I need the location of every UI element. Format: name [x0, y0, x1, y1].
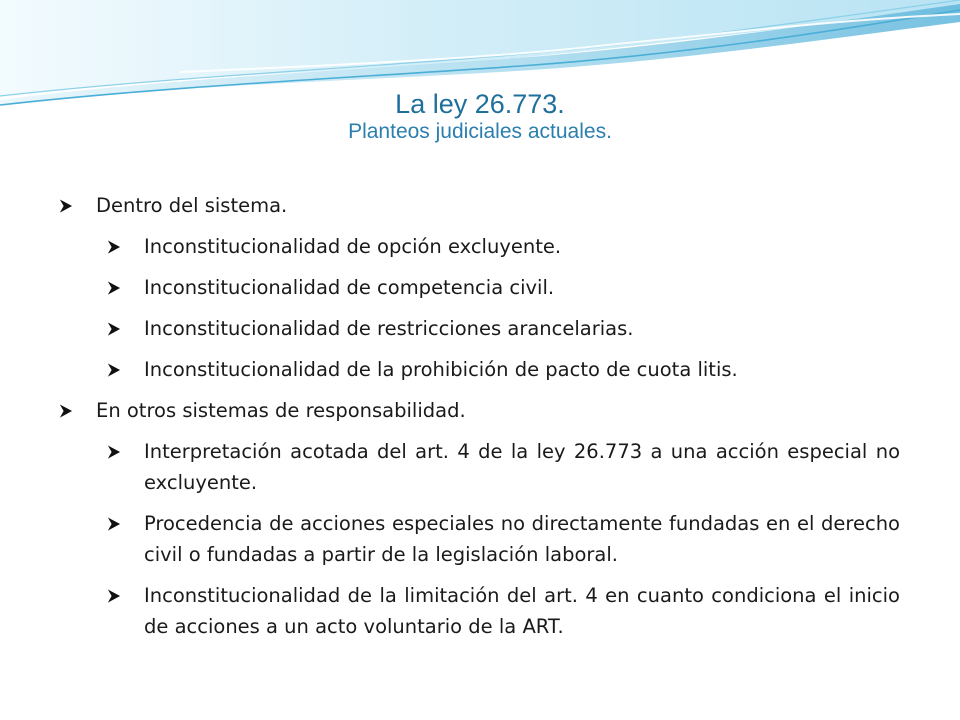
bullet-item: [58, 231, 900, 262]
slide-title: La ley 26.773.: [395, 89, 565, 119]
bullet-item: [58, 508, 900, 570]
bullet-item: [58, 436, 900, 498]
arrowhead-bullet-icon: [106, 354, 130, 385]
bullet-text: Inconstitucionalidad de competencia civil.: [144, 276, 555, 299]
slide-subtitle: Planteos judiciales actuales.: [348, 120, 612, 143]
bullet-text: Inconstitucionalidad de restricciones arancelarias.: [144, 317, 634, 340]
arrowhead-bullet-icon: [106, 508, 130, 539]
title-block: [200, 88, 760, 144]
bullet-item: [58, 313, 900, 344]
bullet-item: [58, 395, 900, 426]
arrowhead-bullet-icon: [106, 580, 130, 611]
bullet-text: Inconstitucionalidad de la prohibición de pacto de cuota litis.: [144, 358, 738, 381]
bullet-list: [58, 190, 900, 652]
bullet-text: Inconstitucionalidad de opción excluyente.: [144, 235, 562, 258]
bullet-text: Interpretación acotada del art. 4 de la ley 26.773 a una acción especial no excluyente.: [144, 440, 900, 494]
arrowhead-bullet-icon: [58, 190, 82, 221]
arrowhead-bullet-icon: [106, 231, 130, 262]
arrowhead-bullet-icon: [106, 436, 130, 467]
arrowhead-bullet-icon: [106, 313, 130, 344]
bullet-text: Procedencia de acciones especiales no directamente fundadas en el derecho civil o fundadas a partir de la legislación laboral.: [144, 512, 900, 566]
bullet-text: Dentro del sistema.: [96, 194, 288, 217]
bullet-text: En otros sistemas de responsabilidad.: [96, 399, 466, 422]
bullet-item: [58, 580, 900, 642]
arrowhead-bullet-icon: [106, 272, 130, 303]
bullet-item: [58, 190, 900, 221]
arrowhead-bullet-icon: [58, 395, 82, 426]
bullet-item: [58, 272, 900, 303]
bullet-text: Inconstitucionalidad de la limitación del art. 4 en cuanto condiciona el inicio de acciones a un acto voluntario de la ART.: [144, 584, 900, 638]
bullet-item: [58, 354, 900, 385]
